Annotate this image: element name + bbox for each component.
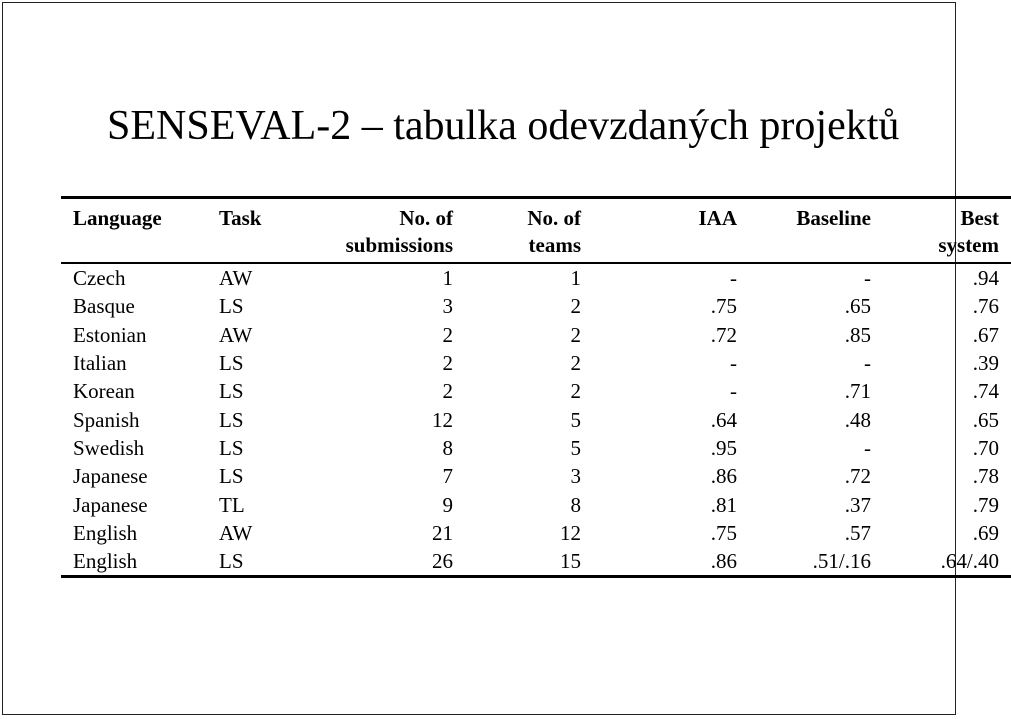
cell-teams: 15: [461, 547, 589, 577]
table-row: [61, 263, 1011, 292]
cell-submissions: 2: [442, 351, 453, 376]
cell-baseline: .57: [844, 520, 871, 545]
cell-submissions: 3: [442, 294, 453, 319]
header-language-label: Language: [73, 206, 162, 230]
table-row: [61, 462, 1011, 490]
cell-best-system: .76: [972, 294, 999, 319]
header-baseline-label: Baseline: [796, 206, 871, 230]
header-best-system: [879, 198, 1011, 264]
cell-task: LS: [219, 294, 244, 319]
cell-task: LS: [207, 547, 305, 577]
table-row: [61, 377, 1011, 405]
cell-baseline: .51/.16: [745, 547, 879, 577]
cell-best-system: .79: [972, 492, 999, 517]
cell-submissions: 26: [305, 547, 461, 577]
cell-submissions: 7: [442, 464, 453, 489]
cell-language: Italian: [73, 351, 127, 376]
table-row: [61, 321, 1011, 349]
cell-language: Basque: [73, 294, 135, 319]
cell-baseline: .37: [844, 492, 871, 517]
cell-language: English: [73, 520, 138, 545]
cell-iaa: -: [730, 266, 737, 291]
cell-language: English: [61, 547, 207, 577]
cell-task: LS: [219, 464, 244, 489]
table-row: [61, 434, 1011, 462]
cell-best-system: .78: [972, 464, 999, 489]
cell-baseline: .65: [844, 294, 871, 319]
cell-task: LS: [219, 407, 244, 432]
cell-iaa: .75: [710, 520, 737, 545]
header-iaa: [589, 198, 745, 264]
header-baseline: [745, 198, 879, 264]
cell-baseline: .48: [844, 407, 871, 432]
cell-teams: 5: [570, 435, 581, 460]
cell-teams: 8: [570, 492, 581, 517]
slide-frame: [2, 2, 999, 715]
cell-task: AW: [219, 520, 253, 545]
cell-language: Korean: [73, 379, 135, 404]
senseval-results-table: [61, 196, 1011, 578]
cell-submissions: 9: [442, 492, 453, 517]
table-row: [61, 490, 1011, 518]
cell-teams: 12: [560, 520, 581, 545]
table-row: [61, 349, 1011, 377]
cell-teams: 1: [570, 266, 581, 291]
cell-teams: 5: [570, 407, 581, 432]
table-row: [61, 519, 1011, 547]
cell-iaa: .72: [710, 322, 737, 347]
cell-best-system: .65: [972, 407, 999, 432]
cell-language: Czech: [73, 266, 126, 291]
cell-iaa: .75: [710, 294, 737, 319]
cell-iaa: .81: [710, 492, 737, 517]
cell-baseline: -: [864, 351, 871, 376]
cell-submissions: 2: [442, 322, 453, 347]
cell-baseline: .71: [844, 379, 871, 404]
table-row: [61, 547, 1011, 577]
cell-teams: 2: [570, 322, 581, 347]
cell-task: LS: [219, 351, 244, 376]
cell-iaa: .86: [589, 547, 745, 577]
header-language: [61, 198, 207, 264]
cell-best-system: .67: [972, 322, 999, 347]
cell-baseline: -: [864, 266, 871, 291]
senseval-table-container: [61, 196, 999, 578]
cell-task: AW: [219, 266, 253, 291]
cell-submissions: 8: [442, 435, 453, 460]
cell-iaa: -: [730, 379, 737, 404]
cell-task: LS: [219, 379, 244, 404]
cell-best-system: .69: [972, 520, 999, 545]
header-submissions-line1: No. of: [399, 206, 453, 230]
header-task-label: Task: [219, 206, 262, 230]
cell-iaa: .86: [710, 464, 737, 489]
slide-title: SENSEVAL-2 – tabulka odevzdaných projektů: [107, 103, 900, 149]
header-teams-line1: No. of: [527, 206, 581, 230]
cell-teams: 3: [570, 464, 581, 489]
cell-language: Japanese: [73, 464, 148, 489]
cell-language: Swedish: [73, 435, 145, 460]
header-best-line2: system: [938, 233, 999, 257]
header-submissions-line2: submissions: [345, 233, 453, 257]
cell-task: TL: [219, 492, 245, 517]
cell-best-system: .70: [972, 435, 999, 460]
cell-best-system: .74: [972, 379, 999, 404]
cell-best-system: .64/.40: [879, 547, 1011, 577]
cell-language: Spanish: [73, 407, 140, 432]
cell-language: Estonian: [73, 322, 147, 347]
cell-iaa: -: [730, 351, 737, 376]
header-teams-line2: teams: [528, 233, 581, 257]
cell-best-system: .39: [972, 351, 999, 376]
cell-baseline: .72: [844, 464, 871, 489]
cell-iaa: .95: [710, 435, 737, 460]
cell-submissions: 1: [442, 266, 453, 291]
table-row: [61, 292, 1011, 320]
cell-submissions: 12: [432, 407, 453, 432]
cell-task: AW: [219, 322, 253, 347]
cell-baseline: .85: [844, 322, 871, 347]
cell-submissions: 21: [432, 520, 453, 545]
cell-iaa: .64: [710, 407, 737, 432]
table-header-row: [61, 198, 1011, 264]
header-best-line1: Best: [960, 206, 999, 230]
cell-best-system: .94: [972, 266, 999, 291]
cell-teams: 2: [570, 351, 581, 376]
table-body: [61, 263, 1011, 577]
cell-baseline: -: [864, 435, 871, 460]
cell-teams: 2: [570, 379, 581, 404]
cell-teams: 2: [570, 294, 581, 319]
header-submissions: [305, 198, 461, 264]
table-row: [61, 405, 1011, 433]
cell-submissions: 2: [442, 379, 453, 404]
header-task: [207, 198, 305, 264]
cell-task: LS: [219, 435, 244, 460]
header-iaa-label: IAA: [698, 206, 737, 230]
header-teams: [461, 198, 589, 264]
cell-language: Japanese: [73, 492, 148, 517]
